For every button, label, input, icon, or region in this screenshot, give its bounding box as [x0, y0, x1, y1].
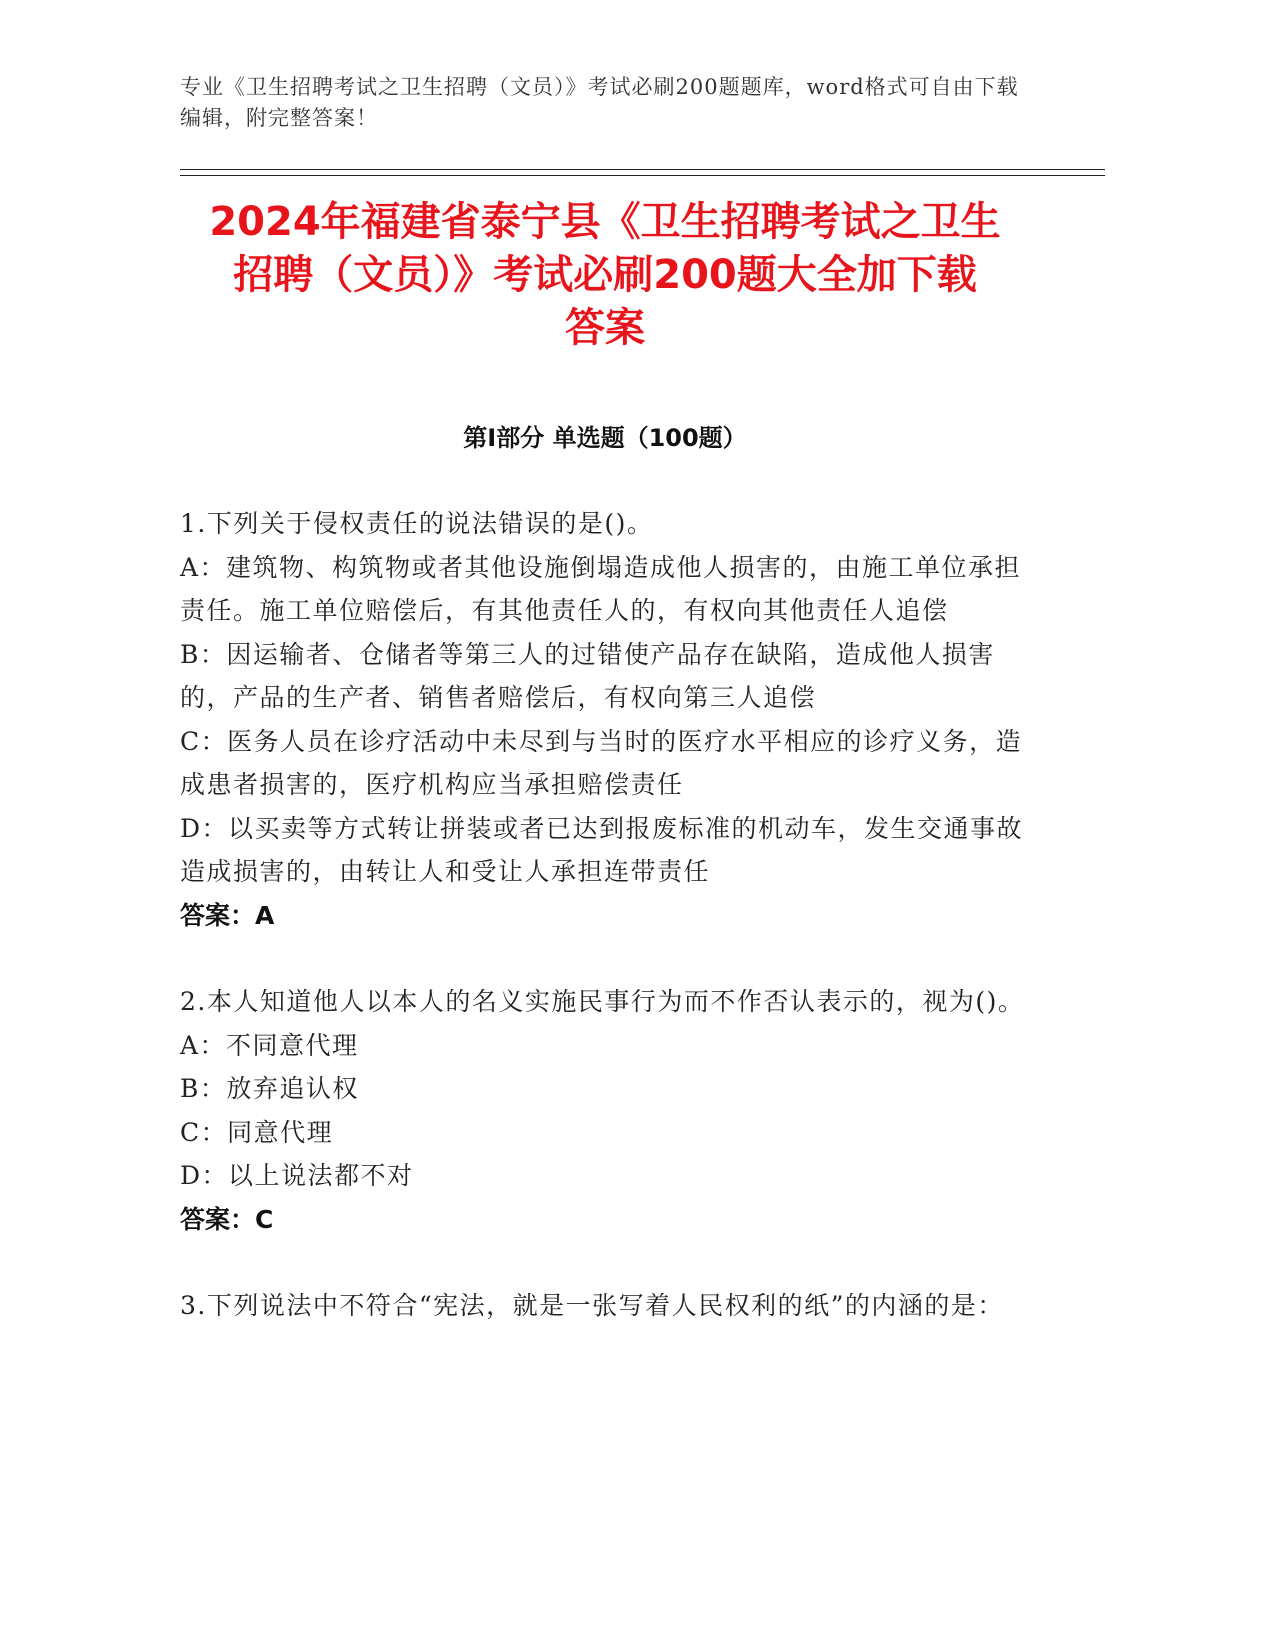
- section-heading: 第I部分 单选题（100题）: [463, 424, 747, 452]
- document-title: [180, 196, 1030, 355]
- question-3: [180, 1284, 1030, 1328]
- option-c: C：同意代理: [180, 1117, 334, 1147]
- header-note: 专业《卫生招聘考试之卫生招聘（文员）》考试必刷200题题库，word格式可自由下载编辑，附完整答案！: [180, 75, 1019, 130]
- question-list: [180, 502, 1030, 1371]
- option-a: A：不同意代理: [180, 1030, 359, 1060]
- question-1: [180, 502, 1030, 937]
- question-stem: 1.下列关于侵权责任的说法错误的是()。: [180, 509, 654, 538]
- option-b: B：因运输者、仓储者等第三人的过错使产品存在缺陷，造成他人损害的，产品的生产者、销售者赔偿后，有权向第三人追偿: [180, 639, 995, 712]
- option-c: C：医务人员在诊疗活动中未尽到与当时的医疗水平相应的诊疗义务，造成患者损害的，医疗机构应当承担赔偿责任: [180, 726, 1023, 799]
- title-line-1: 2024年福建省泰宁县《卫生招聘考试之卫生: [209, 199, 1001, 245]
- question-stem: 3.下列说法中不符合“宪法，就是一张写着人民权利的纸”的内涵的是：: [180, 1291, 1004, 1320]
- header-divider-top: [180, 169, 1105, 170]
- answer-label: 答案：A: [180, 900, 275, 930]
- header-divider-bottom: [180, 175, 1105, 176]
- title-line-2: 招聘（文员）》考试必刷200题大全加下载: [233, 252, 977, 298]
- title-line-3: 答案: [565, 305, 645, 351]
- question-2: [180, 980, 1030, 1241]
- option-a: A：建筑物、构筑物或者其他设施倒塌造成他人损害的，由施工单位承担责任。施工单位赔偿后，有其他责任人的，有权向其他责任人追偿: [180, 552, 1022, 625]
- question-stem: 2.本人知道他人以本人的名义实施民事行为而不作否认表示的，视为()。: [180, 987, 1025, 1016]
- option-b: B：放弃追认权: [180, 1074, 359, 1103]
- option-d: D：以买卖等方式转让拼装或者已达到报废标准的机动车，发生交通事故造成损害的，由转让人和受让人承担连带责任: [180, 813, 1024, 886]
- answer-label: 答案：C: [180, 1204, 274, 1234]
- option-d: D：以上说法都不对: [180, 1161, 414, 1190]
